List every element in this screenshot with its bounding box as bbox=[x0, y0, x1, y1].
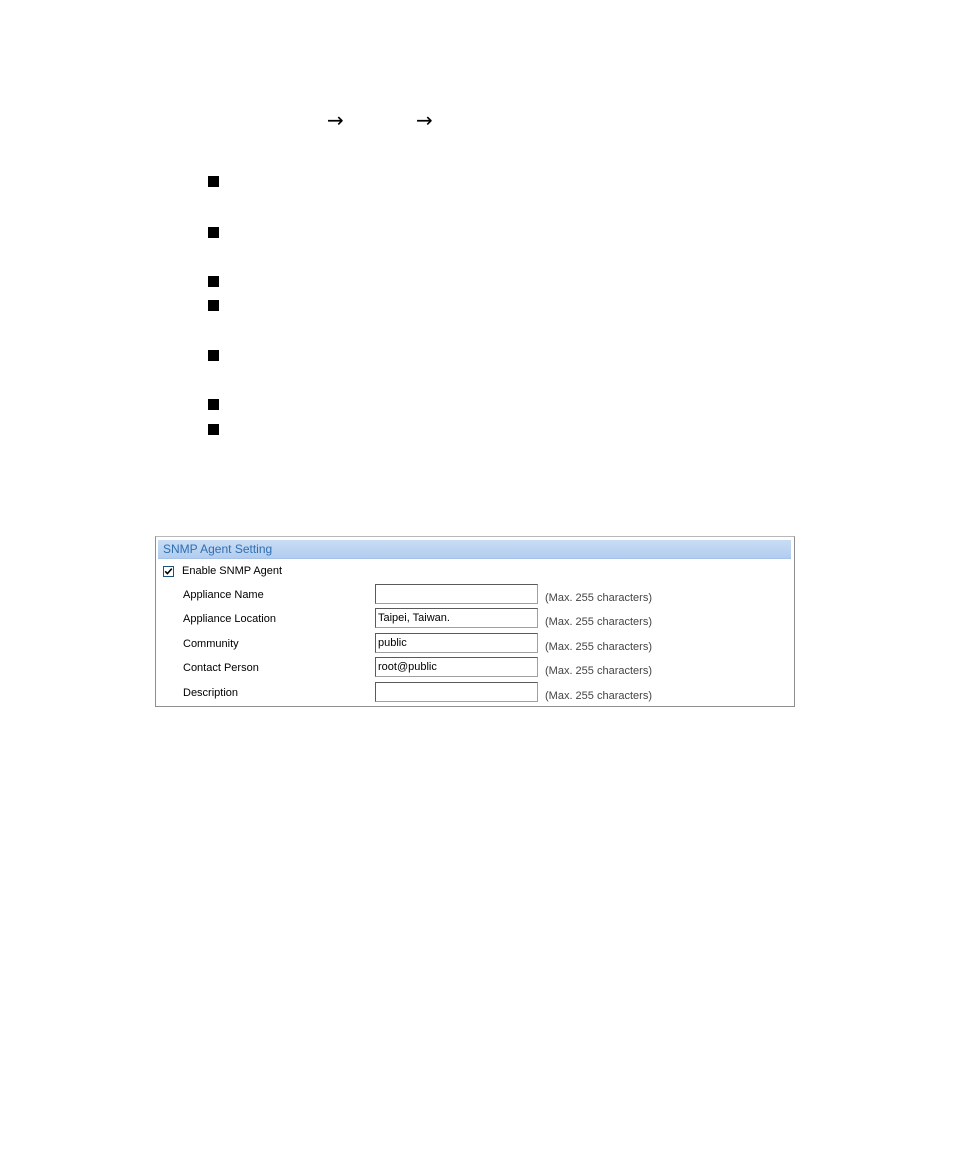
field-hint: (Max. 255 characters) bbox=[545, 641, 652, 653]
panel-header bbox=[158, 540, 791, 559]
contact-person-input[interactable] bbox=[375, 657, 538, 677]
field-hint: (Max. 255 characters) bbox=[545, 616, 652, 628]
square-bullet-icon bbox=[208, 176, 219, 187]
enable-snmp-agent-label: Enable SNMP Agent bbox=[182, 565, 283, 577]
path-arrow-icon: → bbox=[327, 108, 344, 132]
square-bullet-icon bbox=[208, 227, 219, 238]
square-bullet-icon bbox=[208, 424, 219, 435]
description-row bbox=[156, 682, 794, 704]
field-hint: (Max. 255 characters) bbox=[545, 592, 652, 604]
square-bullet-icon bbox=[208, 350, 219, 361]
snmp-agent-setting-panel bbox=[155, 536, 795, 707]
square-bullet-icon bbox=[208, 300, 219, 311]
community-input[interactable] bbox=[375, 633, 538, 653]
contact-person-row bbox=[156, 657, 794, 679]
field-hint: (Max. 255 characters) bbox=[545, 665, 652, 677]
path-arrow-icon: → bbox=[416, 108, 433, 132]
appliance-location-input[interactable] bbox=[375, 608, 538, 628]
field-label: Description bbox=[183, 687, 239, 699]
field-label: Appliance Name bbox=[183, 589, 264, 601]
description-input[interactable] bbox=[375, 682, 538, 702]
enable-snmp-agent-checkbox[interactable] bbox=[163, 566, 174, 577]
field-hint: (Max. 255 characters) bbox=[545, 690, 652, 702]
appliance-location-row bbox=[156, 608, 794, 630]
field-label: Community bbox=[183, 638, 239, 650]
square-bullet-icon bbox=[208, 399, 219, 410]
community-row bbox=[156, 633, 794, 655]
field-label: Appliance Location bbox=[183, 613, 276, 625]
panel-title: SNMP Agent Setting bbox=[163, 542, 273, 556]
appliance-name-row bbox=[156, 584, 794, 606]
field-label: Contact Person bbox=[183, 662, 259, 674]
checkmark-icon bbox=[164, 567, 173, 576]
square-bullet-icon bbox=[208, 276, 219, 287]
appliance-name-input[interactable] bbox=[375, 584, 538, 604]
